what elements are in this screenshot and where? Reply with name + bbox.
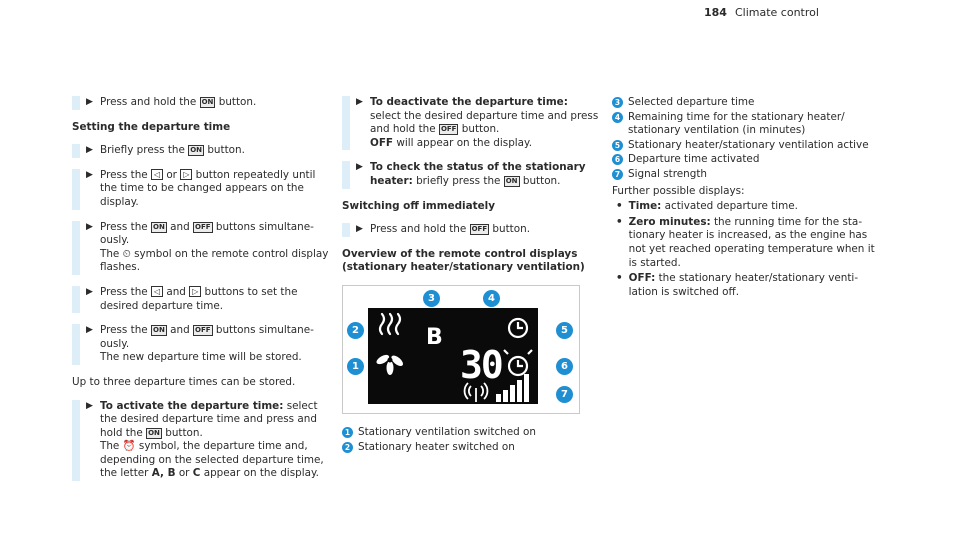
- legend-number: 3: [612, 97, 623, 108]
- subheading-setting: Setting the departure time: [72, 120, 231, 133]
- lcd-screen: [368, 308, 538, 404]
- play-arrow-icon: ▶: [86, 169, 93, 180]
- legend-number: 4: [612, 112, 623, 123]
- play-arrow-icon: ▶: [86, 97, 93, 107]
- step-1: ▶ Briefly press the ON button.: [72, 144, 330, 158]
- section-title: Climate control: [734, 6, 819, 19]
- legend-item: [612, 111, 882, 138]
- step-press-hold: ▶ Press and hold the ON button.: [72, 96, 330, 110]
- column-2: [342, 96, 600, 455]
- step-2: ▶ Press the ◁ or ▷ button repeatedly until the time to be changed appears on the display.: [72, 169, 330, 210]
- bullet-item: • Zero minutes: the running time for the stationary heater is increased, as the engine has not yet reached operating temperature when it is started.: [612, 216, 882, 270]
- left-key-icon: ◁: [151, 169, 163, 180]
- bullet-icon: •: [616, 200, 623, 213]
- legend-number: 6: [612, 154, 623, 165]
- on-key-icon: ON: [148, 428, 160, 437]
- step-check: ▶ To check the status of the stationary heater: briefly press the ON button.: [342, 161, 600, 188]
- right-key-icon: ▷: [180, 169, 192, 180]
- legend-text: Stationary ventilation switched on: [358, 425, 536, 438]
- page-number: 184: [704, 6, 727, 19]
- legend-text: Stationary heater switched on: [358, 440, 515, 453]
- on-key-icon: ON: [201, 98, 214, 106]
- play-arrow-icon: ▶: [356, 97, 363, 107]
- step-4: ▶ Press the ◁ and ▷ buttons to set the desired departure time.: [72, 286, 330, 313]
- legend-text: Remaining time for the stationary heater/ stationary ventilation (in minutes): [628, 110, 845, 137]
- remote-display-figure: [342, 285, 580, 414]
- off-key-icon: OFF: [195, 326, 211, 335]
- legend-number: 7: [612, 169, 623, 180]
- further-displays-label: Further possible displays:: [612, 184, 745, 197]
- subheading-switch-off: Switching off immediately: [342, 199, 495, 212]
- left-key-icon: ◁: [151, 286, 163, 297]
- timer-activated-icon: [504, 350, 532, 375]
- on-key-icon: ON: [153, 222, 165, 231]
- lcd-digits: 30: [460, 342, 502, 387]
- off-key-icon: OFF: [471, 225, 488, 234]
- off-key-icon: OFF: [195, 222, 211, 231]
- legend-item: [342, 426, 600, 440]
- on-key-icon: ON: [153, 326, 165, 335]
- legend-text: Stationary heater/stationary ventilation active: [628, 138, 869, 151]
- callout-1: 1: [347, 358, 364, 375]
- bullet-icon: •: [616, 272, 623, 285]
- callout-5: 5: [556, 322, 573, 339]
- step-activate: ▶ To activate the departure time: select the desired departure time and press and hold the ON button. The ⏰ symbol, the departure time and, depending on the selected departure time, the letter A, B or C appear on the display.: [72, 400, 330, 482]
- play-arrow-icon: ▶: [86, 286, 93, 297]
- play-arrow-icon: ▶: [86, 325, 93, 336]
- timer-icon: ⏲: [122, 247, 131, 260]
- callout-7: 7: [556, 386, 573, 403]
- step-3: ▶ Press the ON and OFF buttons simultaneously. The ⏲ symbol on the remote control display flashes.: [72, 221, 330, 275]
- on-key-icon: ON: [190, 146, 203, 155]
- play-arrow-icon: ▶: [86, 400, 93, 411]
- legend-text: Departure time activated: [628, 153, 760, 166]
- page-header: [704, 6, 819, 20]
- off-key-icon: OFF: [440, 125, 457, 134]
- play-arrow-icon: ▶: [356, 162, 363, 173]
- bullet-item: • Time: activated departure time.: [612, 200, 882, 214]
- bullet-icon: •: [616, 215, 623, 228]
- fan-icon: [375, 353, 405, 375]
- legend-item: [612, 139, 882, 153]
- legend-number: 2: [342, 442, 353, 453]
- paragraph-up-to: Up to three departure times can be stored.: [72, 375, 296, 388]
- callout-3: 3: [423, 290, 440, 307]
- callout-2: 2: [347, 322, 364, 339]
- lcd-letter: B: [426, 324, 443, 350]
- play-arrow-icon: ▶: [86, 145, 93, 156]
- callout-6: 6: [556, 358, 573, 375]
- column-3: [612, 96, 882, 299]
- bullet-item: • OFF: the stationary heater/stationary ventilation is switched off.: [612, 272, 882, 299]
- legend-item: [342, 441, 600, 455]
- clock-icon: [509, 319, 527, 337]
- lcd-graphics: [368, 308, 538, 404]
- column-1: [72, 96, 330, 492]
- on-key-icon: ON: [505, 176, 518, 185]
- heater-icon: [380, 314, 400, 334]
- play-arrow-icon: ▶: [356, 224, 363, 235]
- legend-item: [612, 168, 882, 182]
- step-5: ▶ Press the ON and OFF buttons simultaneously. The new departure time will be stored.: [72, 324, 330, 365]
- callout-4: 4: [483, 290, 500, 307]
- legend-text: Signal strength: [628, 167, 707, 180]
- legend-text: Selected departure time: [628, 96, 755, 108]
- step-deactivate: ▶ To deactivate the departure time: select the desired departure time and press and hold the OFF button. OFF will appear on the display.: [342, 96, 600, 150]
- legend-item: [612, 153, 882, 167]
- subheading-overview: Overview of the remote control displays (stationary heater/stationary ventilation): [342, 247, 585, 274]
- legend-number: 5: [612, 140, 623, 151]
- clock-icon: ⏰: [122, 440, 136, 453]
- step-switch-off: ▶ Press and hold the OFF button.: [342, 223, 600, 237]
- legend-item: [612, 96, 882, 110]
- legend-number: 1: [342, 427, 353, 438]
- right-key-icon: ▷: [189, 286, 201, 297]
- play-arrow-icon: ▶: [86, 221, 93, 232]
